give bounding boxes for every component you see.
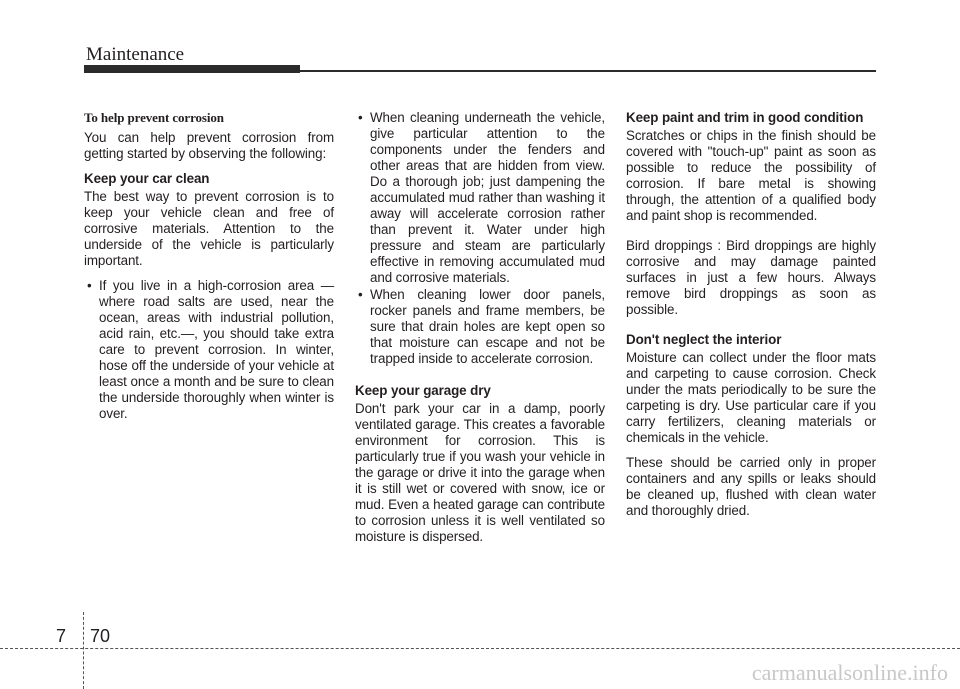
paragraph-paint-trim: Scratches or chips in the finish should be covered with "touch-up" paint as soon as possible to reduce the possibility of corrosion. If bare metal is showing through, the attention of a qualified body and paint shop is recommended.: [626, 128, 876, 223]
footer-divider-vertical: [83, 612, 84, 689]
bullet-list: [84, 278, 334, 422]
paragraph-bird-droppings: Bird droppings : Bird droppings are highly corrosive and may damage painted surfaces in just a few hours. Always remove bird droppings as soon as possible.: [626, 238, 876, 317]
footer-divider-horizontal: [0, 648, 960, 649]
paragraph-keep-car-clean: The best way to prevent corrosion is to keep your vehicle clean and free of corrosive materials. Attention to the underside of the vehicle is particularly important.: [84, 189, 334, 268]
bullet-cleaning-underneath: • When cleaning underneath the vehicle, give particular attention to the components under the fenders and other areas that are hidden from view. Do a thorough job; just dampening the accumulated mud rather than washing it away will accelerate corrosion rather than prevent it. Water under high pressure and steam are particularly effective in removing accumulated mud and corrosive materials.: [355, 110, 605, 286]
bullet-lower-door-panels: • When cleaning lower door panels, rocker panels and frame members, be sure that drain holes are kept open so that moisture can escape and not be trapped inside to accelerate corrosion.: [355, 287, 605, 367]
bullet-high-corrosion-area: • If you live in a high-corrosion area — where road salts are used, near the ocean, areas with industrial pollution, acid rain, etc.—, you should take extra care to prevent corrosion. In winter, hose off the underside of your vehicle at least once a month and be sure to clean the underside thoroughly when winter is over.: [84, 278, 334, 422]
paragraph-interior-moisture: Moisture can collect under the floor mats and carpeting to cause corrosion. Check under the mats periodically to be sure the carpeting is dry. Use particular care if you carry fertilizers, cleaning materials or chemicals in the vehicle.: [626, 350, 876, 445]
subheading-keep-garage-dry: Keep your garage dry: [355, 383, 491, 398]
watermark: carmanualsonline.info: [751, 660, 948, 685]
header-rule-thick: [84, 65, 300, 73]
section-heading-corrosion: To help prevent corrosion: [84, 110, 224, 125]
column-1: [84, 110, 334, 431]
header-rule-thin: [300, 70, 876, 72]
subheading-keep-car-clean: Keep your car clean: [84, 171, 210, 186]
paragraph-keep-garage-dry: Don't park your car in a damp, poorly ventilated garage. This creates a favorable environment for corrosion. This is particularly true if you wash your vehicle in the garage or drive it into the garage when it is still wet or covered with snow, ice or mud. Even a heated garage can contribute to corrosion unless it is well ventilated so moisture is dispersed.: [355, 401, 605, 544]
intro-paragraph: You can help prevent corrosion from getting started by observing the following:: [84, 130, 334, 161]
page-number: 70: [90, 626, 111, 646]
subheading-paint-trim: Keep paint and trim in good condition: [626, 110, 864, 125]
column-3: [626, 110, 876, 528]
header-title: Maintenance: [86, 44, 185, 65]
page-chapter: 7: [56, 626, 67, 646]
column-2: [355, 110, 605, 554]
paragraph-containers: These should be carried only in proper containers and any spills or leaks should be cleaned up, flushed with clean water and thoroughly dried.: [626, 455, 876, 518]
subheading-interior: Don't neglect the interior: [626, 332, 782, 347]
bullet-list: [355, 110, 605, 367]
